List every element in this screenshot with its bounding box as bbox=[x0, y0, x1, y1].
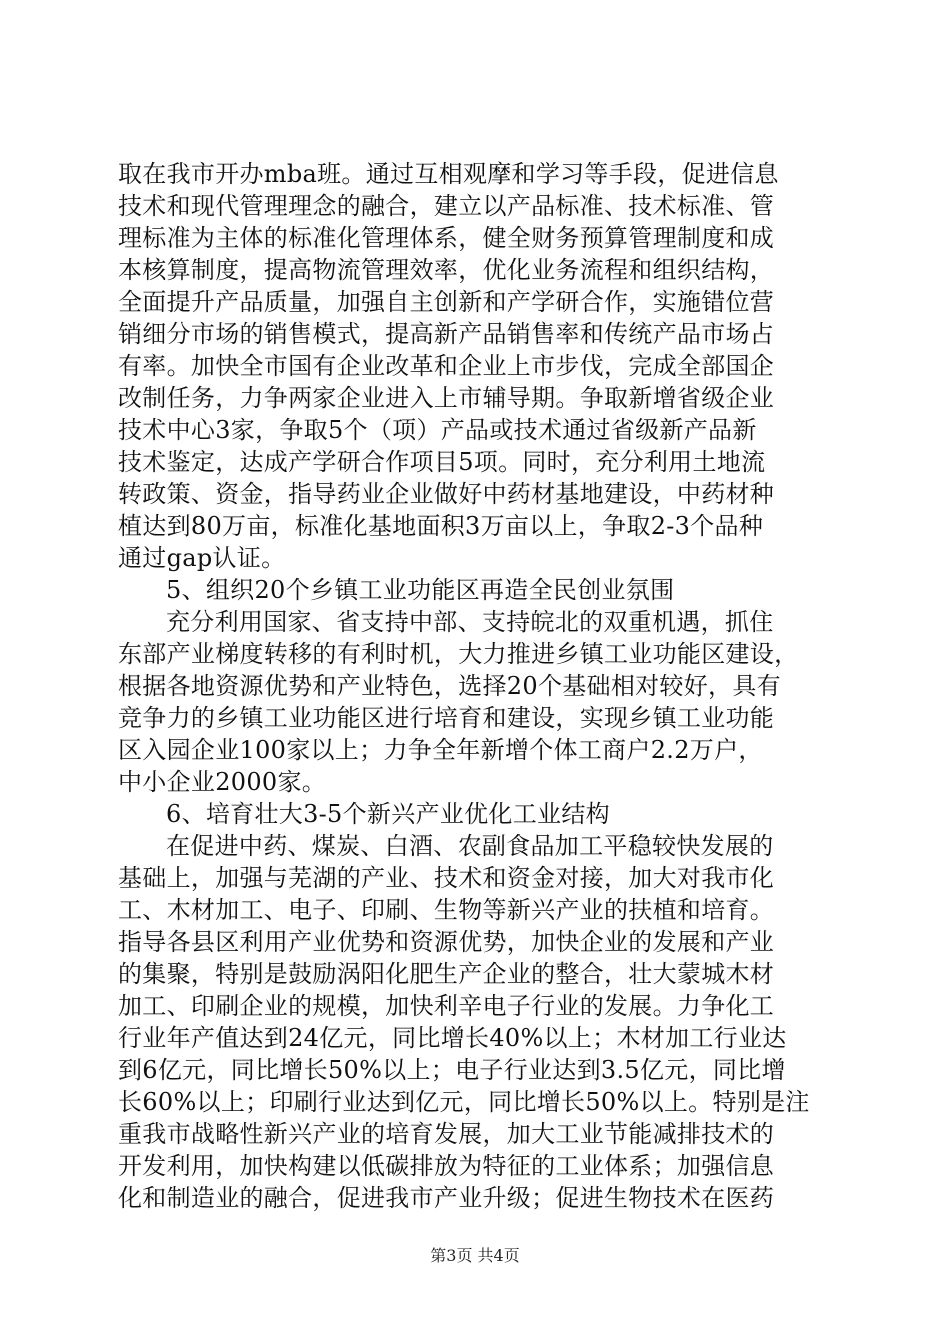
paragraph-line: 在促进中药、煤炭、白酒、农副食品加工平稳较快发展的 bbox=[166, 832, 774, 860]
paragraph-line: 销细分市场的销售模式，提高新产品销售率和传统产品市场占 bbox=[118, 320, 775, 348]
paragraph-line: 全面提升产品质量，加强自主创新和产学研合作，实施错位营 bbox=[118, 288, 775, 316]
paragraph-line: 植达到80万亩，标准化基地面积3万亩以上，争取2-3个品种 bbox=[118, 512, 764, 540]
paragraph-line: 有率。加快全市国有企业改革和企业上市步伐，完成全部国企 bbox=[118, 352, 775, 380]
paragraph-line: 加工、印刷企业的规模，加快利辛电子行业的发展。力争化工 bbox=[118, 992, 775, 1020]
paragraph-line: 理标准为主体的标准化管理体系，健全财务预算管理制度和成 bbox=[118, 224, 775, 252]
paragraph-line: 长60%以上；印刷行业达到亿元，同比增长50%以上。特别是注 bbox=[118, 1088, 810, 1116]
paragraph-line: 东部产业梯度转移的有利时机，大力推进乡镇工业功能区建设， bbox=[118, 640, 799, 668]
paragraph-line: 中小企业2000家。 bbox=[118, 768, 327, 796]
paragraph-line: 指导各县区利用产业优势和资源优势，加快企业的发展和产业 bbox=[118, 928, 775, 956]
paragraph-line: 化和制造业的融合，促进我市产业升级；促进生物技术在医药 bbox=[118, 1184, 775, 1212]
document-body bbox=[118, 158, 853, 1214]
paragraph-line: 取在我市开办mba班。通过互相观摩和学习等手段，促进信息 bbox=[118, 160, 779, 188]
paragraph-line: 行业年产值达到24亿元，同比增长40%以上；木材加工行业达 bbox=[118, 1024, 787, 1052]
paragraph-line: 充分利用国家、省支持中部、支持皖北的双重机遇，抓住 bbox=[166, 608, 774, 636]
section-heading-6: 6、培育壮大3-5个新兴产业优化工业结构 bbox=[166, 800, 610, 828]
paragraph-line: 到6亿元，同比增长50%以上；电子行业达到3.5亿元，同比增 bbox=[118, 1056, 786, 1084]
paragraph-line: 通过gap认证。 bbox=[118, 544, 286, 572]
paragraph-line: 重我市战略性新兴产业的培育发展，加大工业节能减排技术的 bbox=[118, 1120, 775, 1148]
paragraph-line: 的集聚，特别是鼓励涡阳化肥生产企业的整合，壮大蒙城木材 bbox=[118, 960, 775, 988]
paragraph-line: 技术鉴定，达成产学研合作项目5项。同时，充分利用土地流 bbox=[118, 448, 766, 476]
paragraph-line: 竞争力的乡镇工业功能区进行培育和建设，实现乡镇工业功能 bbox=[118, 704, 775, 732]
paragraph-line: 开发利用，加快构建以低碳排放为特征的工业体系；加强信息 bbox=[118, 1152, 775, 1180]
paragraph-2 bbox=[118, 606, 853, 798]
paragraph-line: 本核算制度，提高物流管理效率，优化业务流程和组织结构， bbox=[118, 256, 775, 284]
section-heading-5: 5、组织20个乡镇工业功能区再造全民创业氛围 bbox=[166, 576, 675, 604]
paragraph-line: 工、木材加工、电子、印刷、生物等新兴产业的扶植和培育。 bbox=[118, 896, 775, 924]
paragraph-line: 根据各地资源优势和产业特色，选择20个基础相对较好，具有 bbox=[118, 672, 781, 700]
page-number-footer: 第3页 共4页 bbox=[430, 1246, 520, 1265]
paragraph-line: 转政策、资金，指导药业企业做好中药材基地建设，中药材种 bbox=[118, 480, 775, 508]
paragraph-3 bbox=[118, 830, 853, 1214]
paragraph-line: 技术和现代管理理念的融合，建立以产品标准、技术标准、管 bbox=[118, 192, 775, 220]
paragraph-line: 改制任务，力争两家企业进入上市辅导期。争取新增省级企业 bbox=[118, 384, 775, 412]
paragraph-line: 技术中心3家，争取5个（项）产品或技术通过省级新产品新 bbox=[118, 416, 757, 444]
paragraph-line: 基础上，加强与芜湖的产业、技术和资金对接，加大对我市化 bbox=[118, 864, 775, 892]
paragraph-line: 区入园企业100家以上；力争全年新增个体工商户2.2万户， bbox=[118, 736, 763, 764]
paragraph-1 bbox=[118, 158, 853, 574]
